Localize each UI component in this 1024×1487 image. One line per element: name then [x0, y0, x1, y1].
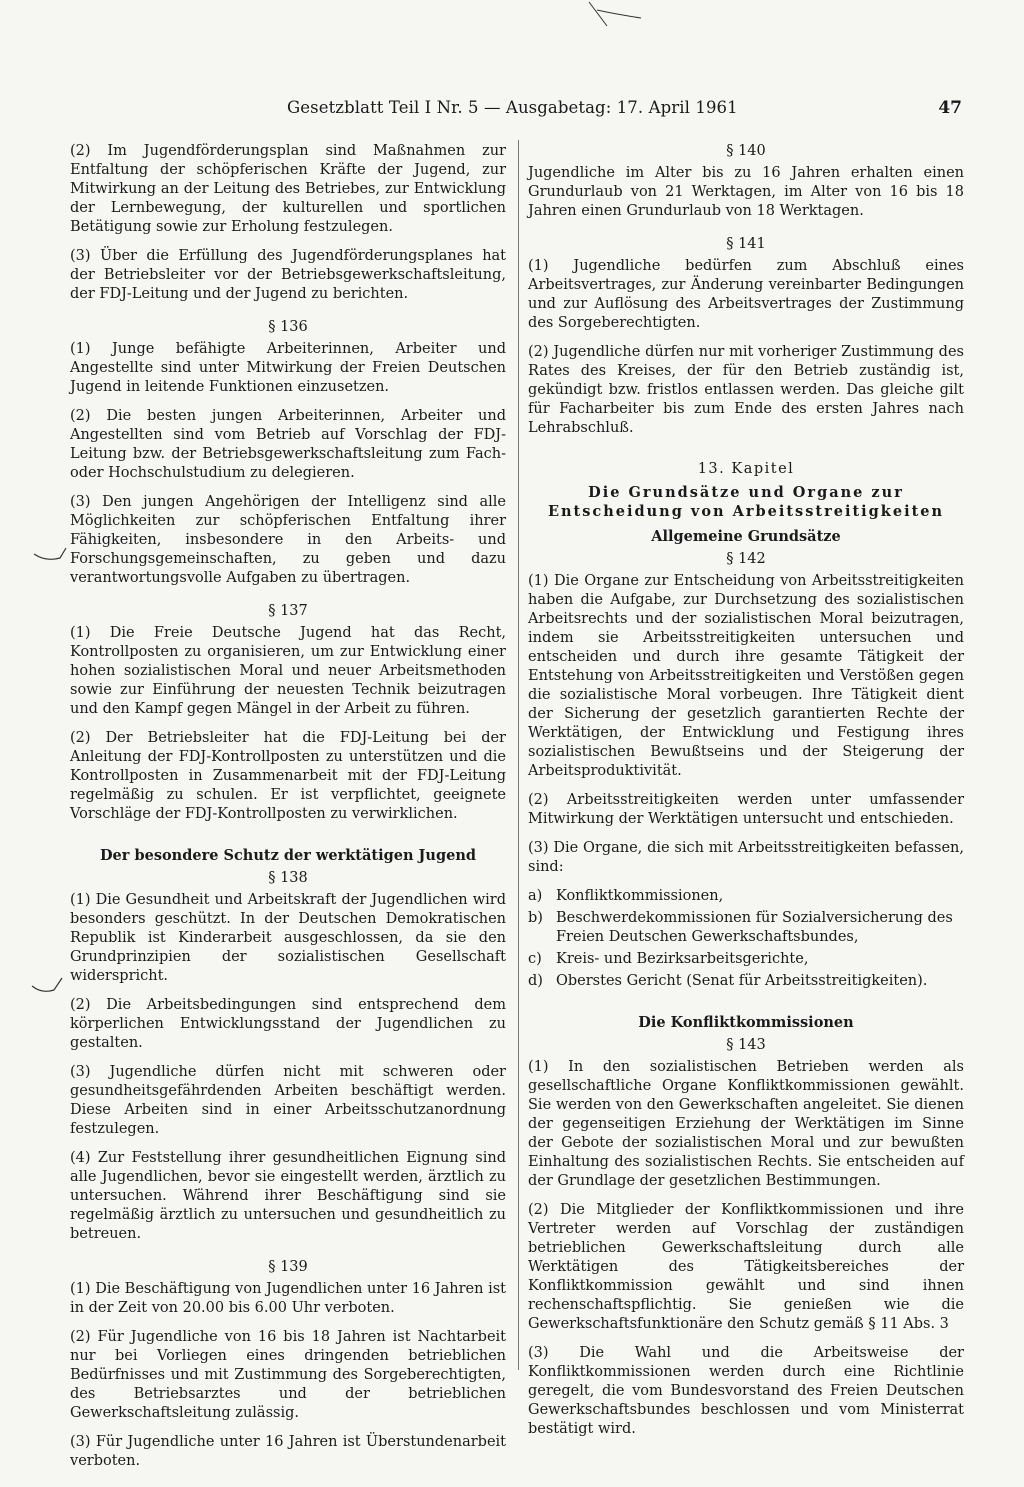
list-text: Oberstes Gericht (Senat für Arbeitsstreitigkeiten).	[556, 973, 928, 989]
section-number: § 143	[726, 1037, 766, 1053]
subheading: Die Konfliktkommissionen	[638, 1014, 854, 1031]
list-item	[528, 887, 964, 906]
organ-list	[528, 887, 964, 991]
list-text: Kreis- und Bezirksarbeitsgerichte,	[556, 951, 809, 967]
paragraph: (1) Junge befähigte Arbeiterinnen, Arbeiter und Angestellte sind unter Mitwirkung der Freien Deutschen Jugend in leitende Funktionen einzusetzen.	[70, 341, 506, 395]
list-label: b)	[528, 910, 543, 926]
paragraph: (2) Die besten jungen Arbeiterinnen, Arbeiter und Angestellten sind vom Betrieb auf Vorschlag der FDJ-Leitung bzw. der Betriebsgewerkschaftsleitung zum Fach- oder Hochschulstudium zu delegieren.	[70, 408, 506, 481]
list-item	[528, 972, 964, 991]
section-number: § 139	[268, 1259, 308, 1275]
paragraph: (2) Die Arbeitsbedingungen sind entsprechend dem körperlichen Entwicklungsstand der Jugendlichen zu gestalten.	[70, 997, 506, 1051]
paragraph: (2) Im Jugendförderungsplan sind Maßnahmen zur Entfaltung der schöpferischen Kräfte der Jugend, zur Mitwirkung an der Leitung des Betriebes, zur Entwicklung der Lernbewegung, der kulturellen und sportlichen Betätigung sowie zur Erholung festzulegen.	[70, 143, 506, 235]
list-item	[528, 950, 964, 969]
paragraph: (1) Die Gesundheit und Arbeitskraft der Jugendlichen wird besonders geschützt. In der Deutschen Demokratischen Republik ist Kinderarbeit ausgeschlossen, da sie den Grundprinzipien der sozialistischen Gesellschaft widerspricht.	[70, 892, 506, 984]
paragraph: (4) Zur Feststellung ihrer gesundheitlichen Eignung sind alle Jugendlichen, bevor sie eingestellt werden, ärztlich zu untersuchen. Während ihrer Beschäftigung sind sie regelmäßig ärztlich zu untersuchen und gesundheitlich zu betreuen.	[70, 1150, 506, 1242]
column-divider	[518, 140, 519, 1370]
paragraph: (3) Den jungen Angehörigen der Intelligenz sind alle Möglichkeiten zur schöpferischen Entfaltung ihrer Fähigkeiten, insbesondere in den Arbeits- und Forschungsgemeinschaften, zu geben und dazu verantwortungsvolle Aufgaben zu übertragen.	[70, 494, 506, 586]
paragraph: (2) Jugendliche dürfen nur mit vorheriger Zustimmung des Rates des Kreises, der für den Betrieb zuständig ist, gekündigt bzw. fristlos entlassen werden. Das gleiche gilt für Facharbeiter bis zum Ende des ersten Jahres nach Lehrabschluß.	[528, 344, 964, 436]
paragraph: Jugendliche im Alter bis zu 16 Jahren erhalten einen Grundurlaub von 21 Werktagen, im Alter von 16 bis 18 Jahren einen Grundurlaub von 18 Werktagen.	[528, 165, 964, 219]
list-text: Konfliktkommissionen,	[556, 888, 724, 904]
gazette-issue-title: Gesetzblatt Teil I Nr. 5 — Ausgabetag: 17. April 1961	[287, 98, 738, 117]
section-number: § 136	[268, 319, 308, 335]
list-text: Beschwerdekommissionen für Sozialversicherung des Freien Deutschen Gewerkschaftsbundes,	[556, 910, 953, 945]
section-number: § 137	[268, 603, 308, 619]
page-header	[62, 98, 962, 128]
paragraph: (3) Für Jugendliche unter 16 Jahren ist Überstundenarbeit verboten.	[70, 1434, 506, 1469]
left-column	[70, 142, 506, 1481]
list-item	[528, 909, 964, 947]
section-number: § 140	[726, 143, 766, 159]
chapter-number: 13. Kapitel	[697, 461, 795, 477]
paragraph: (1) Die Beschäftigung von Jugendlichen unter 16 Jahren ist in der Zeit von 20.00 bis 6.00 Uhr verboten.	[70, 1281, 506, 1316]
paragraph: (3) Über die Erfüllung des Jugendförderungsplanes hat der Betriebsleiter vor der Betriebsgewerkschaftsleitung, der FDJ-Leitung und der Jugend zu berichten.	[70, 248, 506, 302]
paragraph: (1) Die Freie Deutsche Jugend hat das Recht, Kontrollposten zu organisieren, um zur Entwicklung einer hohen sozialistischen Moral und neuer Arbeitsmethoden sowie zur Einführung der neuesten Technik beizutragen und den Kampf gegen Mängel in der Arbeit zu führen.	[70, 625, 506, 717]
paragraph: (2) Für Jugendliche von 16 bis 18 Jahren ist Nachtarbeit nur bei Vorliegen eines dringenden betrieblichen Bedürfnisses und mit Zustimmung des Sorgeberechtigten, des Betriebsarztes und der betrieblichen Gewerkschaftsleitung zulässig.	[70, 1329, 506, 1421]
paragraph: (2) Arbeitsstreitigkeiten werden unter umfassender Mitwirkung der Werktätigen untersucht und entschieden.	[528, 792, 964, 827]
section-number: § 141	[726, 236, 766, 252]
pen-mark-top	[585, 0, 645, 30]
paragraph: (3) Jugendliche dürfen nicht mit schweren oder gesundheitsgefährdenden Arbeiten beschäftigt werden. Diese Arbeiten sind in einer Arbeitsschutzanordnung festzulegen.	[70, 1064, 506, 1137]
paragraph: (3) Die Organe, die sich mit Arbeitsstreitigkeiten befassen, sind:	[528, 840, 964, 875]
paragraph: (3) Die Wahl und die Arbeitsweise der Konfliktkommissionen werden durch eine Richtlinie geregelt, die vom Bundesvorstand des Freien Deutschen Gewerkschaftsbundes beschlossen und vom Ministerrat bestätigt wird.	[528, 1345, 964, 1437]
page-number: 47	[938, 98, 962, 118]
paragraph: (1) Jugendliche bedürfen zum Abschluß eines Arbeitsvertrages, zur Änderung vereinbarter Bedingungen und zur Auflösung des Arbeitsvertrages der Zustimmung des Sorgeberechtigten.	[528, 258, 964, 331]
chapter-title: Die Grundsätze und Organe zur Entscheidung von Arbeitsstreitigkeiten	[547, 484, 945, 520]
list-label: d)	[528, 973, 543, 989]
paragraph: (1) Die Organe zur Entscheidung von Arbeitsstreitigkeiten haben die Aufgabe, zur Durchsetzung des sozialistischen Arbeitsrechts und der sozialistischen Moral beizutragen, indem sie Arbeitsstreitigkeiten untersuchen und entscheiden und durch ihre gesamte Tätigkeit der Entstehung von Arbeitsstreitigkeiten und Verstößen gegen die sozialistische Moral vorbeugen. Ihre Tätigkeit dient der Sicherung der gesetzlich garantierten Rechte der Werktätigen, der Entwicklung und Festigung ihres sozialistischen Bewußtseins und der Steigerung der Arbeitsproduktivität.	[528, 573, 964, 779]
list-label: a)	[528, 888, 543, 904]
list-label: c)	[528, 951, 542, 967]
section-number: § 142	[726, 551, 766, 567]
subheading: Allgemeine Grundsätze	[651, 528, 841, 545]
section-number: § 138	[268, 870, 308, 886]
right-column	[528, 142, 964, 1449]
paragraph: (1) In den sozialistischen Betrieben werden als gesellschaftliche Organe Konfliktkommissionen gewählt. Sie werden von den Gewerkschaften angeleitet. Sie dienen der gegenseitigen Erziehung der Werktätigen im Sinne der Gebote der sozialistischen Moral und zur bewußten Einhaltung des sozialistischen Rechts. Sie entscheiden auf der Grundlage der gesetzlichen Bestimmungen.	[528, 1059, 964, 1189]
paragraph: (2) Der Betriebsleiter hat die FDJ-Leitung bei der Anleitung der FDJ-Kontrollposten zu unterstützen und die Kontrollposten in Zusammenarbeit mit der FDJ-Leitung regelmäßig zu schulen. Er ist verpflichtet, geeignete Vorschläge der FDJ-Kontrollposten zu verwirklichen.	[70, 730, 506, 822]
paragraph: (2) Die Mitglieder der Konfliktkommissionen und ihre Vertreter werden auf Vorschlag der zuständigen betrieblichen Gewerkschaftsleitung durch alle Werktätigen des Tätigkeitsbereiches der Konfliktkommission gewählt und sind ihnen rechenschaftspflichtig. Sie genießen wie die Gewerkschaftsfunktionäre den Schutz gemäß § 11 Abs. 3	[528, 1202, 964, 1332]
subheading: Der besondere Schutz der werktätigen Jugend	[99, 847, 477, 864]
